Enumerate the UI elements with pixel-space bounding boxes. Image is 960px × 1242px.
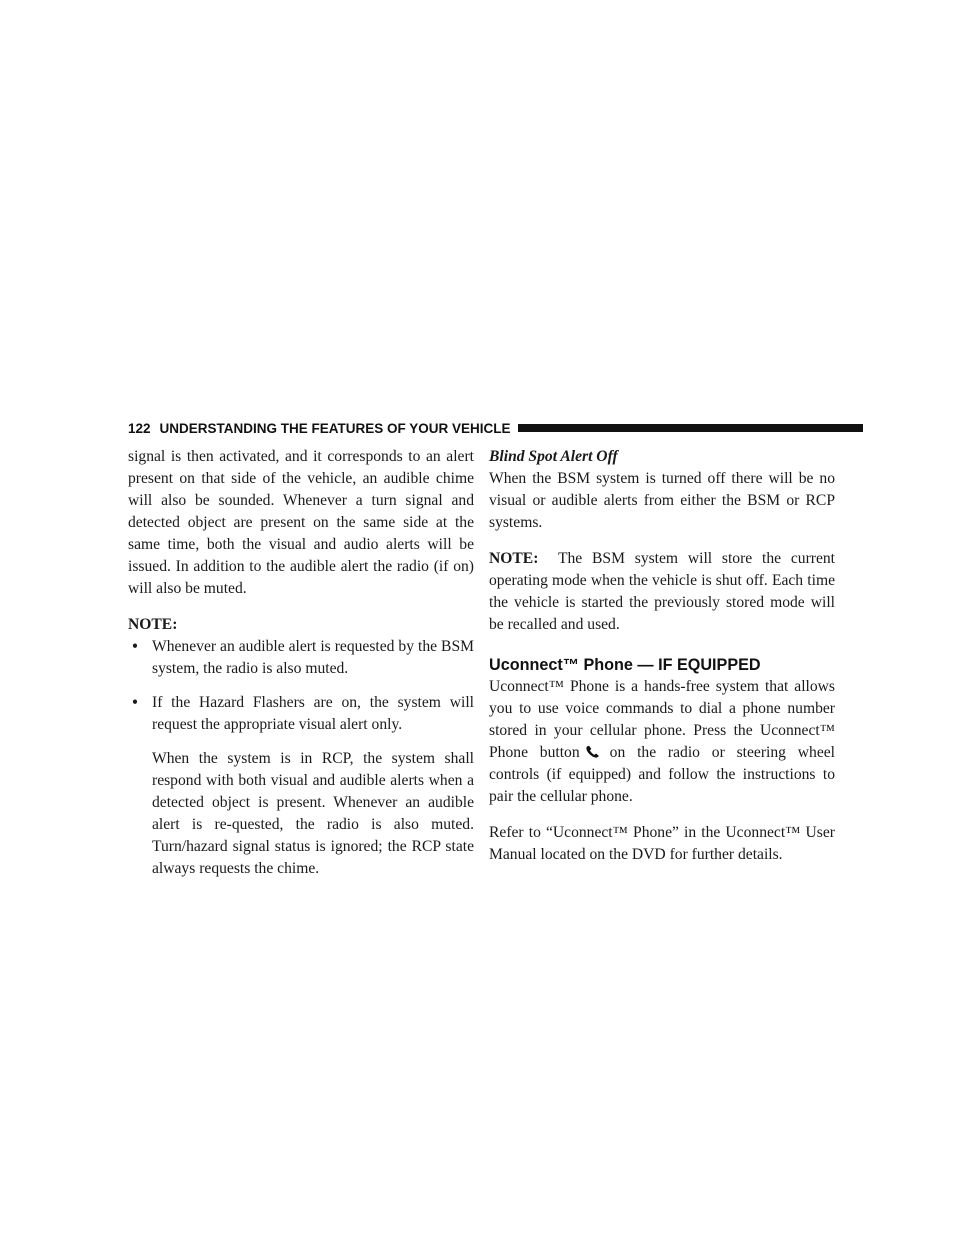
note-text: The BSM system will store the current operating mode when the vehicle is shut off. Each time the vehicle is started the previously stored mode will be recalled and used. [489, 550, 836, 633]
note-paragraph [489, 548, 835, 636]
note-label: NOTE: [128, 616, 178, 633]
bullet-dot: • [132, 638, 138, 655]
page-number: 122 [128, 420, 151, 436]
left-column [128, 446, 474, 880]
rcp-paragraph: When the system is in RCP, the system shall respond with both visual and audible alerts when a detected object is present. Whenever an audible alert is re-quested, the radio is also muted. Turn/hazard signal status is ignored; the RCP state always requests the chime. [152, 750, 474, 877]
bsm-off-paragraph: When the BSM system is turned off there will be no visual or audible alerts from either the BSM or RCP systems. [489, 470, 835, 531]
phone-handset-icon [584, 745, 606, 759]
bullet-item [128, 692, 474, 736]
blind-spot-alert-off-heading: Blind Spot Alert Off [489, 448, 618, 465]
bullet-text: If the Hazard Flashers are on, the system will request the appropriate visual alert only. [152, 694, 474, 733]
section-title: UNDERSTANDING THE FEATURES OF YOUR VEHICLE [159, 420, 511, 436]
uconnect-text-before-icon: Uconnect™ Phone is a hands-free system that allows you to use voice commands to dial a phone number stored in your cellular phone. Press the Uconnect™ Phone button [489, 678, 835, 761]
continuation-paragraph: signal is then activated, and it corresponds to an alert present on that side of the vehicle, an audible chime will also be sounded. Whenever a turn signal and detected object are present on the same side at the same time, both the visual and audio alerts will be issued. In addition to the audible alert the radio (if on) will also be muted. [128, 448, 474, 597]
note-heading [128, 614, 474, 636]
header-rule [518, 424, 863, 432]
page-header [128, 418, 863, 438]
bullet-dot: • [132, 694, 138, 711]
bullet-text: Whenever an audible alert is requested by the BSM system, the radio is also muted. [152, 638, 474, 677]
uconnect-text-after-icon: on the radio or steering wheel controls (if equipped) and follow the instructions to pair the cellular phone. [489, 744, 835, 805]
right-column [489, 446, 835, 866]
uconnect-paragraph [489, 676, 835, 808]
refer-paragraph: Refer to “Uconnect™ Phone” in the Uconnect™ User Manual located on the DVD for further details. [489, 824, 835, 863]
note-label: NOTE: [489, 550, 539, 567]
bullet-item [128, 636, 474, 680]
uconnect-phone-heading: Uconnect™ Phone — IF EQUIPPED [489, 656, 761, 674]
